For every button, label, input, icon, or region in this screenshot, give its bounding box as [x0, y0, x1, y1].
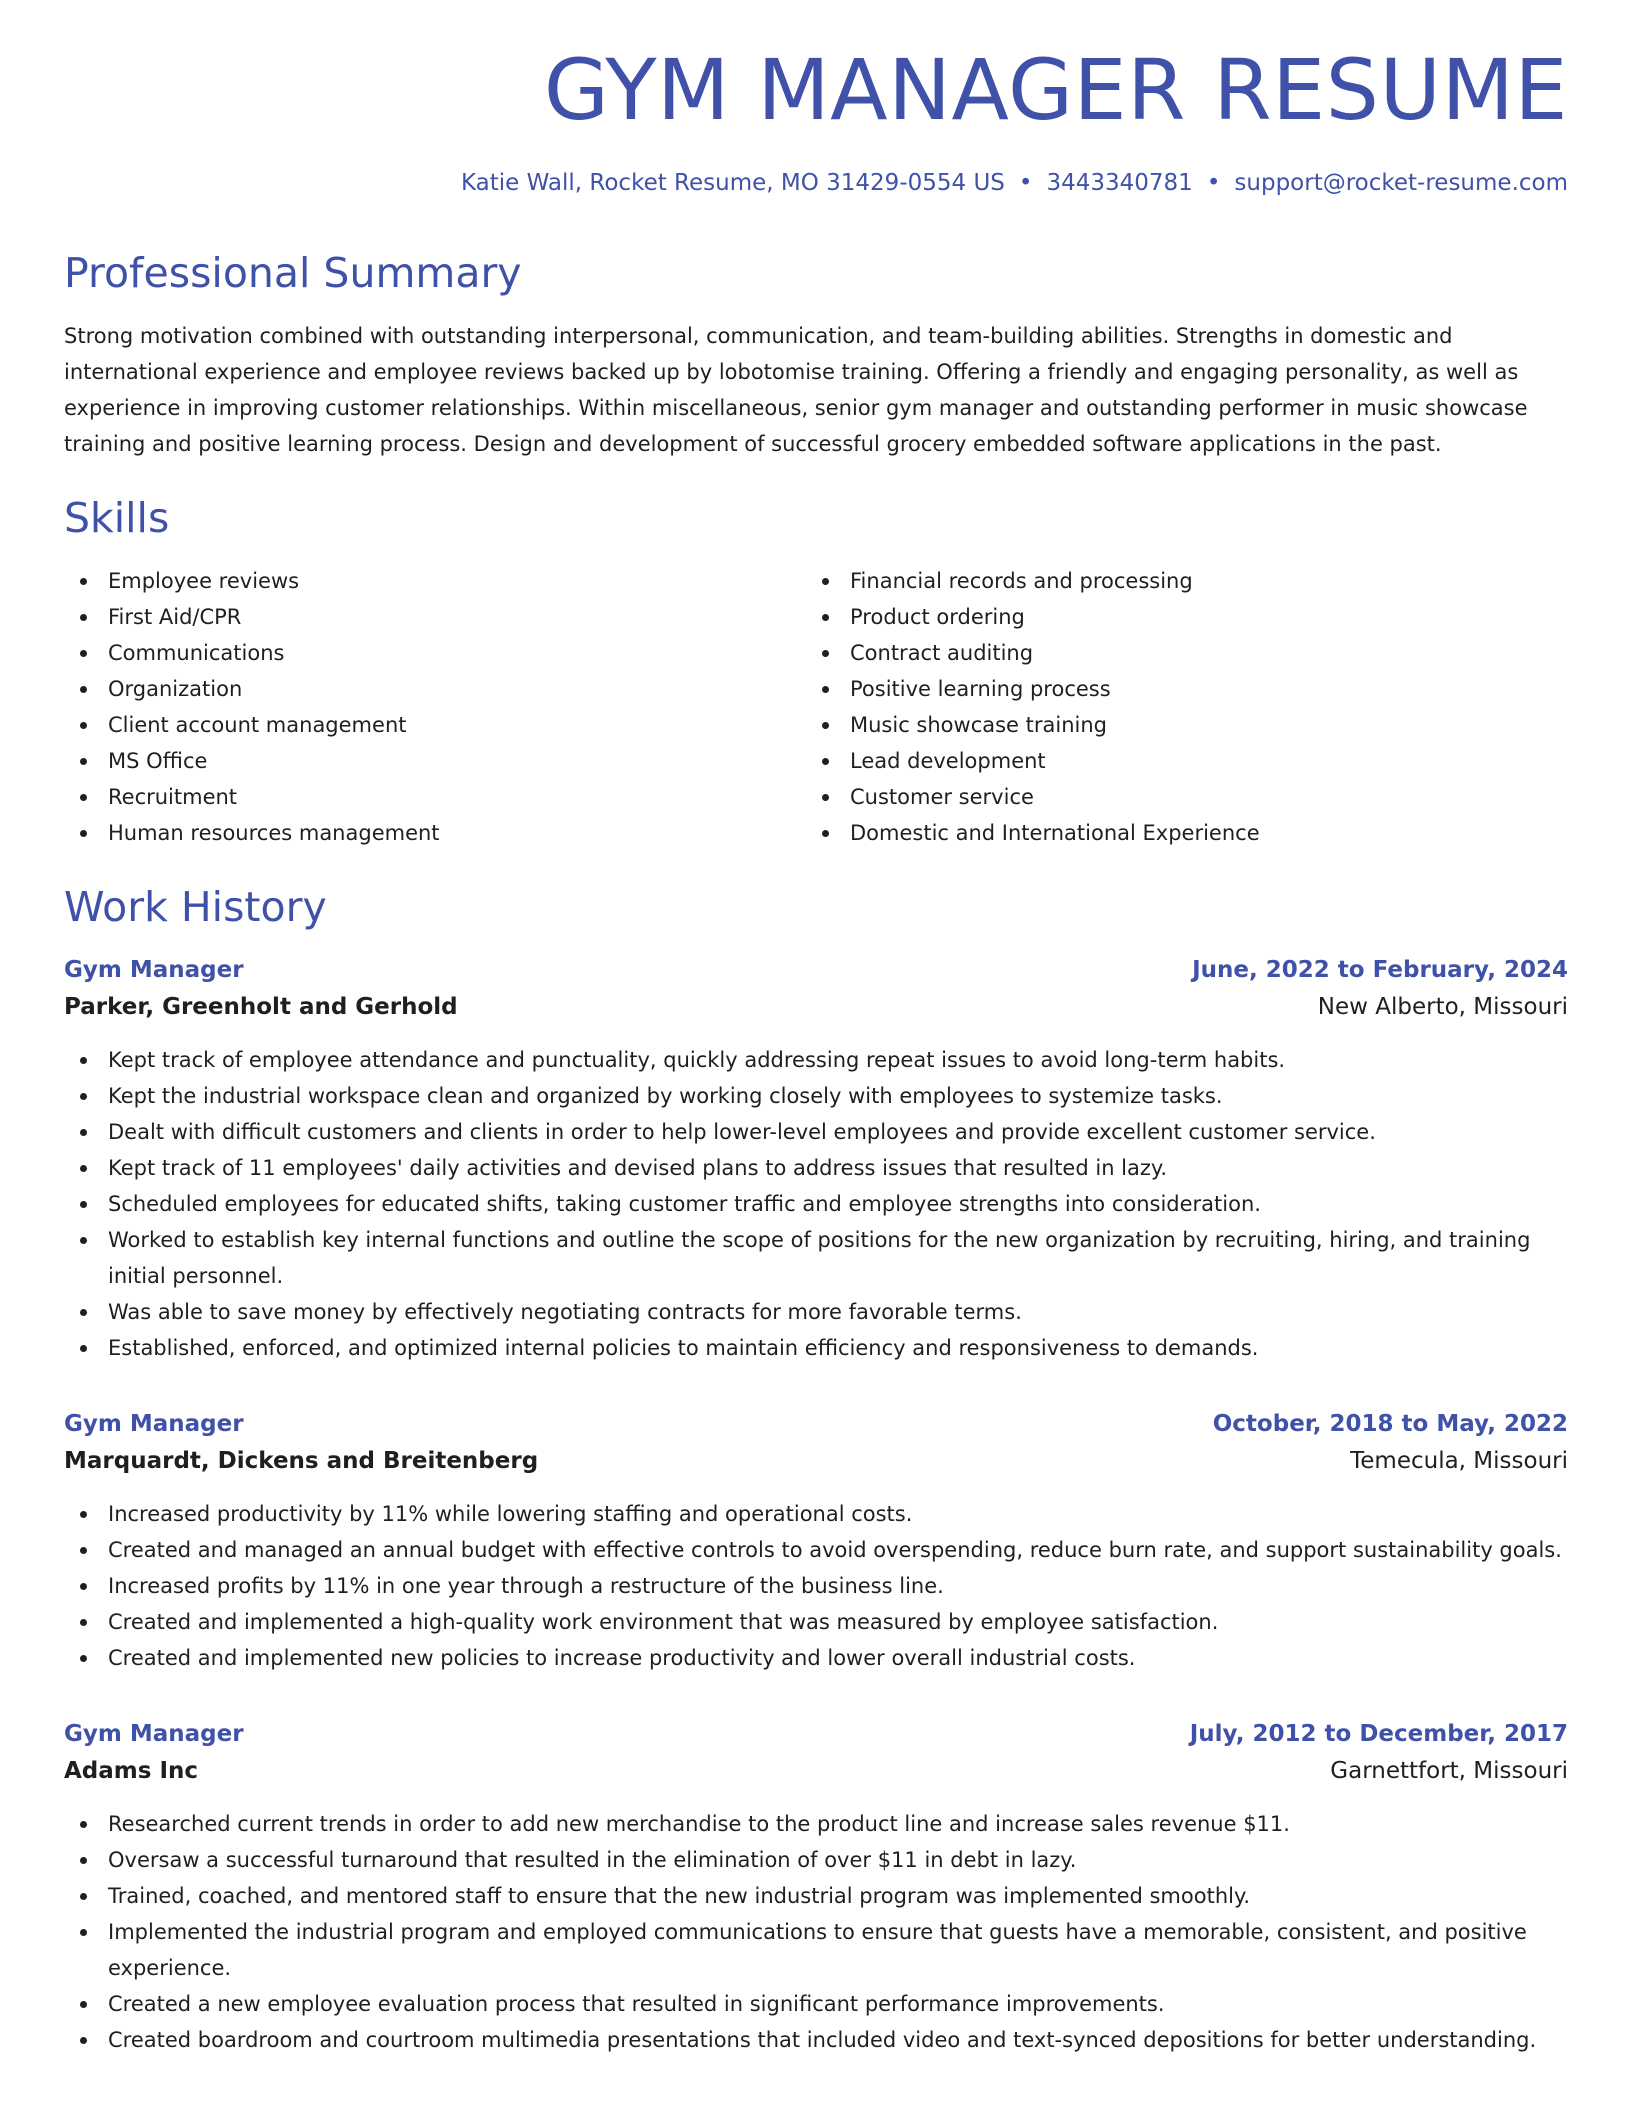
job-bullets	[64, 1806, 1568, 2058]
job-bullets	[64, 1042, 1568, 1366]
skill-item: Music showcase training	[806, 707, 1548, 743]
job-bullet: Created and managed an annual budget with effective controls to avoid overspending, reduce burn rate, and support sustainability goals.	[64, 1532, 1568, 1568]
job-bullet: Created and implemented a high-quality work environment that was measured by employee satisfaction.	[64, 1604, 1568, 1640]
job-dates: June, 2022 to February, 2024	[1192, 957, 1568, 984]
skill-item: Lead development	[806, 743, 1548, 779]
job-bullet: Increased profits by 11% in one year through a restructure of the business line.	[64, 1568, 1568, 1604]
job-title: Gym Manager	[64, 1721, 244, 1748]
skill-item: Organization	[64, 671, 806, 707]
job-bullet: Researched current trends in order to add new merchandise to the product line and increase sales revenue $11.	[64, 1806, 1568, 1842]
job-bullet: Worked to establish key internal functions and outline the scope of positions for the new organization by recruiting, hiring, and training initial personnel.	[64, 1222, 1568, 1294]
skill-item: Client account management	[64, 707, 806, 743]
skills-grid	[64, 563, 1568, 851]
job-title: Gym Manager	[64, 957, 244, 984]
skills-list-right	[806, 563, 1548, 851]
contact-email: support@rocket-resume.com	[1234, 169, 1568, 196]
job-location: Temecula, Missouri	[1350, 1448, 1568, 1475]
job-title: Gym Manager	[64, 1411, 244, 1438]
job-bullet: Scheduled employees for educated shifts, taking customer traffic and employee strengths into consideration.	[64, 1186, 1568, 1222]
job-location: Garnettfort, Missouri	[1330, 1758, 1568, 1785]
skill-item: Domestic and International Experience	[806, 815, 1548, 851]
skill-item: Product ordering	[806, 599, 1548, 635]
skill-item: Financial records and processing	[806, 563, 1548, 599]
summary-heading: Professional Summary	[64, 248, 522, 297]
skill-item: Communications	[64, 635, 806, 671]
contact-separator: •	[1018, 169, 1033, 196]
job-bullet: Oversaw a successful turnaround that resulted in the elimination of over $11 in debt in lazy.	[64, 1842, 1568, 1878]
resume-page	[64, 40, 1568, 2058]
job-bullet: Implemented the industrial program and employed communications to ensure that guests have a memorable, consistent, and positive experience.	[64, 1914, 1568, 1986]
job-bullet: Dealt with difficult customers and clients in order to help lower-level employees and provide excellent customer service.	[64, 1114, 1568, 1150]
job-bullet: Increased productivity by 11% while lowering staffing and operational costs.	[64, 1496, 1568, 1532]
skills-list-left	[64, 563, 806, 851]
job-bullet: Created a new employee evaluation process that resulted in significant performance improvements.	[64, 1986, 1568, 2022]
contact-separator: •	[1206, 169, 1221, 196]
job-entry	[64, 1716, 1568, 2058]
job-bullet: Established, enforced, and optimized internal policies to maintain efficiency and responsiveness to demands.	[64, 1330, 1568, 1366]
job-bullet: Kept the industrial workspace clean and organized by working closely with employees to systemize tasks.	[64, 1078, 1568, 1114]
contact-phone: 3443340781	[1046, 169, 1193, 196]
job-entry	[64, 952, 1568, 1366]
work-history-heading: Work History	[64, 883, 327, 932]
job-bullets	[64, 1496, 1568, 1676]
contact-address: Katie Wall, Rocket Resume, MO 31429-0554 US	[461, 169, 1005, 196]
job-bullet: Kept track of employee attendance and punctuality, quickly addressing repeat issues to avoid long-term habits.	[64, 1042, 1568, 1078]
skill-item: Recruitment	[64, 779, 806, 815]
summary-text: Strong motivation combined with outstanding interpersonal, communication, and team-building abilities. Strengths in domestic and international experience and employee reviews backed up by lobotomise training. Offering a friendly and engaging personality, as well as experience in improving customer relationships. Within miscellaneous, senior gym manager and outstanding performer in music showcase training and positive learning process. Design and development of successful grocery embedded software applications in the past.	[64, 323, 1528, 456]
job-bullet: Trained, coached, and mentored staff to ensure that the new industrial program was implemented smoothly.	[64, 1878, 1568, 1914]
skills-heading: Skills	[64, 493, 170, 542]
job-dates: July, 2012 to December, 2017	[1189, 1721, 1568, 1748]
job-company: Marquardt, Dickens and Breitenberg	[64, 1448, 539, 1475]
skill-item: Customer service	[806, 779, 1548, 815]
job-bullet: Created boardroom and courtroom multimedia presentations that included video and text-synced depositions for better understanding.	[64, 2022, 1568, 2058]
job-location: New Alberto, Missouri	[1317, 994, 1568, 1021]
skill-item: Human resources management	[64, 815, 806, 851]
skill-item: Contract auditing	[806, 635, 1548, 671]
job-bullet: Kept track of 11 employees' daily activities and devised plans to address issues that resulted in lazy.	[64, 1150, 1568, 1186]
skill-item: First Aid/CPR	[64, 599, 806, 635]
skill-item: Employee reviews	[64, 563, 806, 599]
job-company: Adams Inc	[64, 1758, 199, 1785]
contact-line	[64, 169, 1568, 199]
skill-item: MS Office	[64, 743, 806, 779]
job-bullet: Was able to save money by effectively negotiating contracts for more favorable terms.	[64, 1294, 1568, 1330]
resume-title: GYM MANAGER RESUME	[543, 41, 1568, 139]
job-entry	[64, 1406, 1568, 1676]
job-dates: October, 2018 to May, 2022	[1212, 1411, 1568, 1438]
job-company: Parker, Greenholt and Gerhold	[64, 994, 458, 1021]
job-bullet: Created and implemented new policies to increase productivity and lower overall industrial costs.	[64, 1640, 1568, 1676]
skill-item: Positive learning process	[806, 671, 1548, 707]
